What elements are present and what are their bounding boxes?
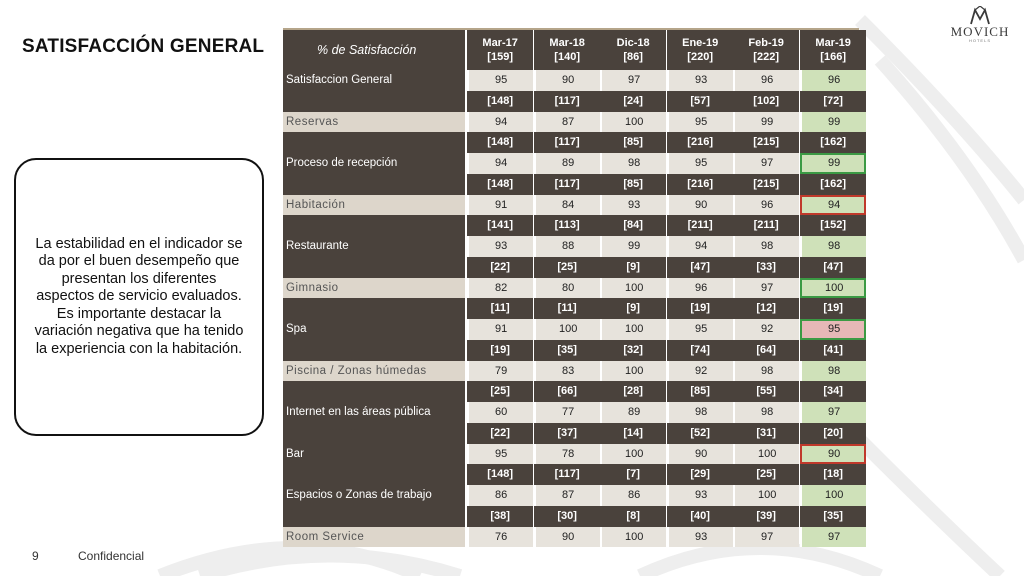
row-label: Habitación bbox=[283, 195, 465, 216]
value-cell: 87 bbox=[534, 112, 600, 133]
value-cell: 96 bbox=[733, 70, 799, 91]
table-row bbox=[283, 278, 859, 299]
sample-size-cell: [41] bbox=[800, 340, 866, 361]
value-cell: 92 bbox=[667, 361, 733, 382]
table-row bbox=[283, 112, 859, 133]
sample-size-cell: [20] bbox=[800, 423, 866, 444]
value-cell: 92 bbox=[733, 319, 799, 340]
sample-size-cell: [22] bbox=[467, 257, 533, 278]
sample-size-cell: [148] bbox=[467, 132, 533, 153]
sample-size-cell: [38] bbox=[467, 506, 533, 527]
value-cell: 99 bbox=[800, 112, 866, 133]
value-cell: 90 bbox=[534, 527, 600, 548]
callout-box bbox=[14, 158, 264, 436]
value-cell: 87 bbox=[534, 485, 600, 506]
value-cell: 97 bbox=[733, 278, 799, 299]
value-cell: 97 bbox=[800, 402, 866, 423]
column-sample-size: [159] bbox=[487, 51, 513, 63]
sample-size-cell: [211] bbox=[667, 215, 733, 236]
value-cell: 98 bbox=[733, 236, 799, 257]
sample-size-cell: [148] bbox=[467, 91, 533, 112]
sample-size-cell: [12] bbox=[733, 298, 799, 319]
value-cell: 90 bbox=[667, 444, 733, 465]
table-row bbox=[283, 485, 859, 506]
row-label: Internet en las áreas pública bbox=[283, 402, 465, 423]
sample-size-cell: [117] bbox=[534, 174, 600, 195]
sample-size-cell: [55] bbox=[733, 381, 799, 402]
page-title: SATISFACCIÓN GENERAL bbox=[22, 36, 265, 57]
value-cell: 97 bbox=[733, 527, 799, 548]
value-cell: 89 bbox=[600, 402, 666, 423]
row-label-filler bbox=[283, 464, 465, 485]
sample-size-cell: [14] bbox=[600, 423, 666, 444]
row-label: Room Service bbox=[283, 527, 465, 548]
page-number: 9 bbox=[32, 549, 39, 563]
column-period: Dic-18 bbox=[616, 37, 650, 49]
value-cell: 90 bbox=[667, 195, 733, 216]
value-cell: 93 bbox=[467, 236, 533, 257]
value-cell: 99 bbox=[800, 153, 866, 174]
sample-size-cell: [113] bbox=[534, 215, 600, 236]
sample-size-cell: [9] bbox=[600, 298, 666, 319]
value-cell: 60 bbox=[467, 402, 533, 423]
sample-size-cell: [30] bbox=[534, 506, 600, 527]
value-cell: 98 bbox=[667, 402, 733, 423]
sample-size-cell: [85] bbox=[600, 174, 666, 195]
sample-size-cell: [117] bbox=[534, 91, 600, 112]
sample-size-cell: [148] bbox=[467, 174, 533, 195]
row-label-filler bbox=[283, 257, 465, 278]
sample-size-cell: [85] bbox=[600, 132, 666, 153]
row-label-filler bbox=[283, 298, 465, 319]
confidential-label: Confidencial bbox=[78, 549, 145, 563]
value-cell: 93 bbox=[600, 195, 666, 216]
table-header-label: % de Satisfacción bbox=[283, 30, 465, 70]
sample-size-cell: [141] bbox=[467, 215, 533, 236]
value-cell: 100 bbox=[600, 527, 666, 548]
sample-size-cell: [18] bbox=[800, 464, 866, 485]
movich-logo bbox=[944, 6, 1016, 46]
sample-size-cell: [72] bbox=[800, 91, 866, 112]
row-label: Espacios o Zonas de trabajo bbox=[283, 485, 465, 506]
sample-size-cell: [84] bbox=[600, 215, 666, 236]
table-row bbox=[283, 319, 859, 340]
sample-size-cell: [25] bbox=[467, 381, 533, 402]
column-sample-size: [222] bbox=[753, 51, 779, 63]
value-cell: 91 bbox=[467, 319, 533, 340]
value-cell: 94 bbox=[800, 195, 866, 216]
sample-size-row bbox=[283, 381, 859, 402]
sample-size-row bbox=[283, 340, 859, 361]
value-cell: 91 bbox=[467, 195, 533, 216]
sample-size-cell: [66] bbox=[534, 381, 600, 402]
value-cell: 90 bbox=[800, 444, 866, 465]
value-cell: 86 bbox=[467, 485, 533, 506]
value-cell: 100 bbox=[800, 278, 866, 299]
value-cell: 96 bbox=[800, 70, 866, 91]
sample-size-cell: [148] bbox=[467, 464, 533, 485]
value-cell: 97 bbox=[733, 153, 799, 174]
value-cell: 90 bbox=[534, 70, 600, 91]
row-label: Satisfaccion General bbox=[283, 70, 465, 91]
sample-size-cell: [57] bbox=[667, 91, 733, 112]
sample-size-cell: [35] bbox=[800, 506, 866, 527]
sample-size-cell: [25] bbox=[733, 464, 799, 485]
sample-size-row bbox=[283, 298, 859, 319]
sample-size-cell: [47] bbox=[667, 257, 733, 278]
sample-size-cell: [22] bbox=[467, 423, 533, 444]
satisfaction-table bbox=[283, 30, 859, 547]
value-cell: 95 bbox=[667, 319, 733, 340]
sample-size-cell: [85] bbox=[667, 381, 733, 402]
row-label: Bar bbox=[283, 444, 465, 465]
sample-size-cell: [37] bbox=[534, 423, 600, 444]
value-cell: 98 bbox=[733, 402, 799, 423]
table-row bbox=[283, 153, 859, 174]
sample-size-cell: [215] bbox=[733, 132, 799, 153]
table-row-general bbox=[283, 70, 859, 91]
value-cell: 100 bbox=[600, 444, 666, 465]
sample-size-cell: [47] bbox=[800, 257, 866, 278]
value-cell: 94 bbox=[667, 236, 733, 257]
table-row bbox=[283, 195, 859, 216]
logo-subtext: HOTELS bbox=[968, 38, 991, 43]
value-cell: 93 bbox=[667, 485, 733, 506]
table-row bbox=[283, 236, 859, 257]
sample-size-cell: [102] bbox=[733, 91, 799, 112]
sample-size-cell: [216] bbox=[667, 174, 733, 195]
row-label: Proceso de recepción bbox=[283, 153, 465, 174]
sample-size-row bbox=[283, 174, 859, 195]
table-row bbox=[283, 402, 859, 423]
row-label-filler bbox=[283, 132, 465, 153]
row-label: Piscina / Zonas húmedas bbox=[283, 361, 465, 382]
sample-size-cell: [117] bbox=[534, 132, 600, 153]
sample-size-row bbox=[283, 132, 859, 153]
sample-size-cell: [39] bbox=[733, 506, 799, 527]
callout-text: La estabilidad en el indicador se da por el buen desempeño que presentan los diferentes aspectos de servicio evaluados. Es importante destacar la variación negativa que ha tenido la experiencia con la habitación. bbox=[34, 235, 244, 357]
value-cell: 82 bbox=[467, 278, 533, 299]
column-header bbox=[600, 30, 666, 70]
value-cell: 100 bbox=[534, 319, 600, 340]
row-label: Restaurante bbox=[283, 236, 465, 257]
row-label-filler bbox=[283, 215, 465, 236]
sample-size-cell: [19] bbox=[800, 298, 866, 319]
sample-size-cell: [215] bbox=[733, 174, 799, 195]
sample-size-row bbox=[283, 91, 859, 112]
sample-size-cell: [52] bbox=[667, 423, 733, 444]
value-cell: 95 bbox=[667, 112, 733, 133]
value-cell: 76 bbox=[467, 527, 533, 548]
value-cell: 97 bbox=[800, 527, 866, 548]
column-sample-size: [140] bbox=[554, 51, 580, 63]
row-label-filler bbox=[283, 91, 465, 112]
table-row bbox=[283, 444, 859, 465]
value-cell: 94 bbox=[467, 112, 533, 133]
value-cell: 80 bbox=[534, 278, 600, 299]
sample-size-cell: [211] bbox=[733, 215, 799, 236]
sample-size-cell: [7] bbox=[600, 464, 666, 485]
value-cell: 95 bbox=[467, 70, 533, 91]
sample-size-cell: [117] bbox=[534, 464, 600, 485]
value-cell: 78 bbox=[534, 444, 600, 465]
value-cell: 95 bbox=[467, 444, 533, 465]
value-cell: 96 bbox=[733, 195, 799, 216]
sample-size-cell: [162] bbox=[800, 174, 866, 195]
sample-size-cell: [9] bbox=[600, 257, 666, 278]
sample-size-cell: [33] bbox=[733, 257, 799, 278]
value-cell: 79 bbox=[467, 361, 533, 382]
value-cell: 89 bbox=[534, 153, 600, 174]
sample-size-cell: [162] bbox=[800, 132, 866, 153]
sample-size-row bbox=[283, 464, 859, 485]
sample-size-cell: [11] bbox=[467, 298, 533, 319]
table-header-row bbox=[283, 30, 859, 70]
row-label-filler bbox=[283, 340, 465, 361]
column-header bbox=[467, 30, 533, 70]
value-cell: 93 bbox=[667, 70, 733, 91]
value-cell: 98 bbox=[733, 361, 799, 382]
value-cell: 96 bbox=[667, 278, 733, 299]
value-cell: 83 bbox=[534, 361, 600, 382]
value-cell: 99 bbox=[733, 112, 799, 133]
column-sample-size: [166] bbox=[820, 51, 846, 63]
value-cell: 95 bbox=[667, 153, 733, 174]
value-cell: 99 bbox=[600, 236, 666, 257]
sample-size-cell: [216] bbox=[667, 132, 733, 153]
sample-size-cell: [40] bbox=[667, 506, 733, 527]
column-period: Feb-19 bbox=[748, 37, 784, 49]
column-period: Mar-18 bbox=[549, 37, 585, 49]
value-cell: 98 bbox=[600, 153, 666, 174]
value-cell: 100 bbox=[733, 485, 799, 506]
sample-size-cell: [24] bbox=[600, 91, 666, 112]
sample-size-cell: [152] bbox=[800, 215, 866, 236]
value-cell: 100 bbox=[600, 278, 666, 299]
value-cell: 100 bbox=[600, 361, 666, 382]
value-cell: 100 bbox=[600, 319, 666, 340]
column-header bbox=[733, 30, 799, 70]
value-cell: 100 bbox=[733, 444, 799, 465]
sample-size-row bbox=[283, 506, 859, 527]
logo-mark-icon bbox=[944, 6, 1016, 26]
value-cell: 100 bbox=[600, 112, 666, 133]
sample-size-row bbox=[283, 423, 859, 444]
column-sample-size: [86] bbox=[623, 51, 643, 63]
column-sample-size: [220] bbox=[687, 51, 713, 63]
value-cell: 88 bbox=[534, 236, 600, 257]
row-label: Gimnasio bbox=[283, 278, 465, 299]
sample-size-row bbox=[283, 257, 859, 278]
table-row bbox=[283, 527, 859, 548]
value-cell: 98 bbox=[800, 236, 866, 257]
value-cell: 98 bbox=[800, 361, 866, 382]
column-header bbox=[534, 30, 600, 70]
sample-size-cell: [19] bbox=[467, 340, 533, 361]
value-cell: 84 bbox=[534, 195, 600, 216]
column-period: Ene-19 bbox=[682, 37, 719, 49]
column-period: Mar-17 bbox=[482, 37, 518, 49]
value-cell: 94 bbox=[467, 153, 533, 174]
column-header bbox=[800, 30, 866, 70]
sample-size-cell: [28] bbox=[600, 381, 666, 402]
column-period: Mar-19 bbox=[815, 37, 851, 49]
sample-size-cell: [8] bbox=[600, 506, 666, 527]
sample-size-cell: [31] bbox=[733, 423, 799, 444]
value-cell: 95 bbox=[800, 319, 866, 340]
row-label: Spa bbox=[283, 319, 465, 340]
value-cell: 97 bbox=[600, 70, 666, 91]
value-cell: 86 bbox=[600, 485, 666, 506]
logo-text: MOVICH bbox=[950, 24, 1010, 39]
value-cell: 100 bbox=[800, 485, 866, 506]
row-label-filler bbox=[283, 174, 465, 195]
sample-size-cell: [64] bbox=[733, 340, 799, 361]
sample-size-row bbox=[283, 215, 859, 236]
sample-size-cell: [74] bbox=[667, 340, 733, 361]
sample-size-cell: [19] bbox=[667, 298, 733, 319]
value-cell: 77 bbox=[534, 402, 600, 423]
row-label-filler bbox=[283, 381, 465, 402]
sample-size-cell: [34] bbox=[800, 381, 866, 402]
sample-size-cell: [35] bbox=[534, 340, 600, 361]
sample-size-cell: [29] bbox=[667, 464, 733, 485]
sample-size-cell: [32] bbox=[600, 340, 666, 361]
row-label-filler bbox=[283, 506, 465, 527]
row-label: Reservas bbox=[283, 112, 465, 133]
row-label-filler bbox=[283, 423, 465, 444]
table-row bbox=[283, 361, 859, 382]
column-header bbox=[667, 30, 733, 70]
sample-size-cell: [11] bbox=[534, 298, 600, 319]
sample-size-cell: [25] bbox=[534, 257, 600, 278]
value-cell: 93 bbox=[667, 527, 733, 548]
